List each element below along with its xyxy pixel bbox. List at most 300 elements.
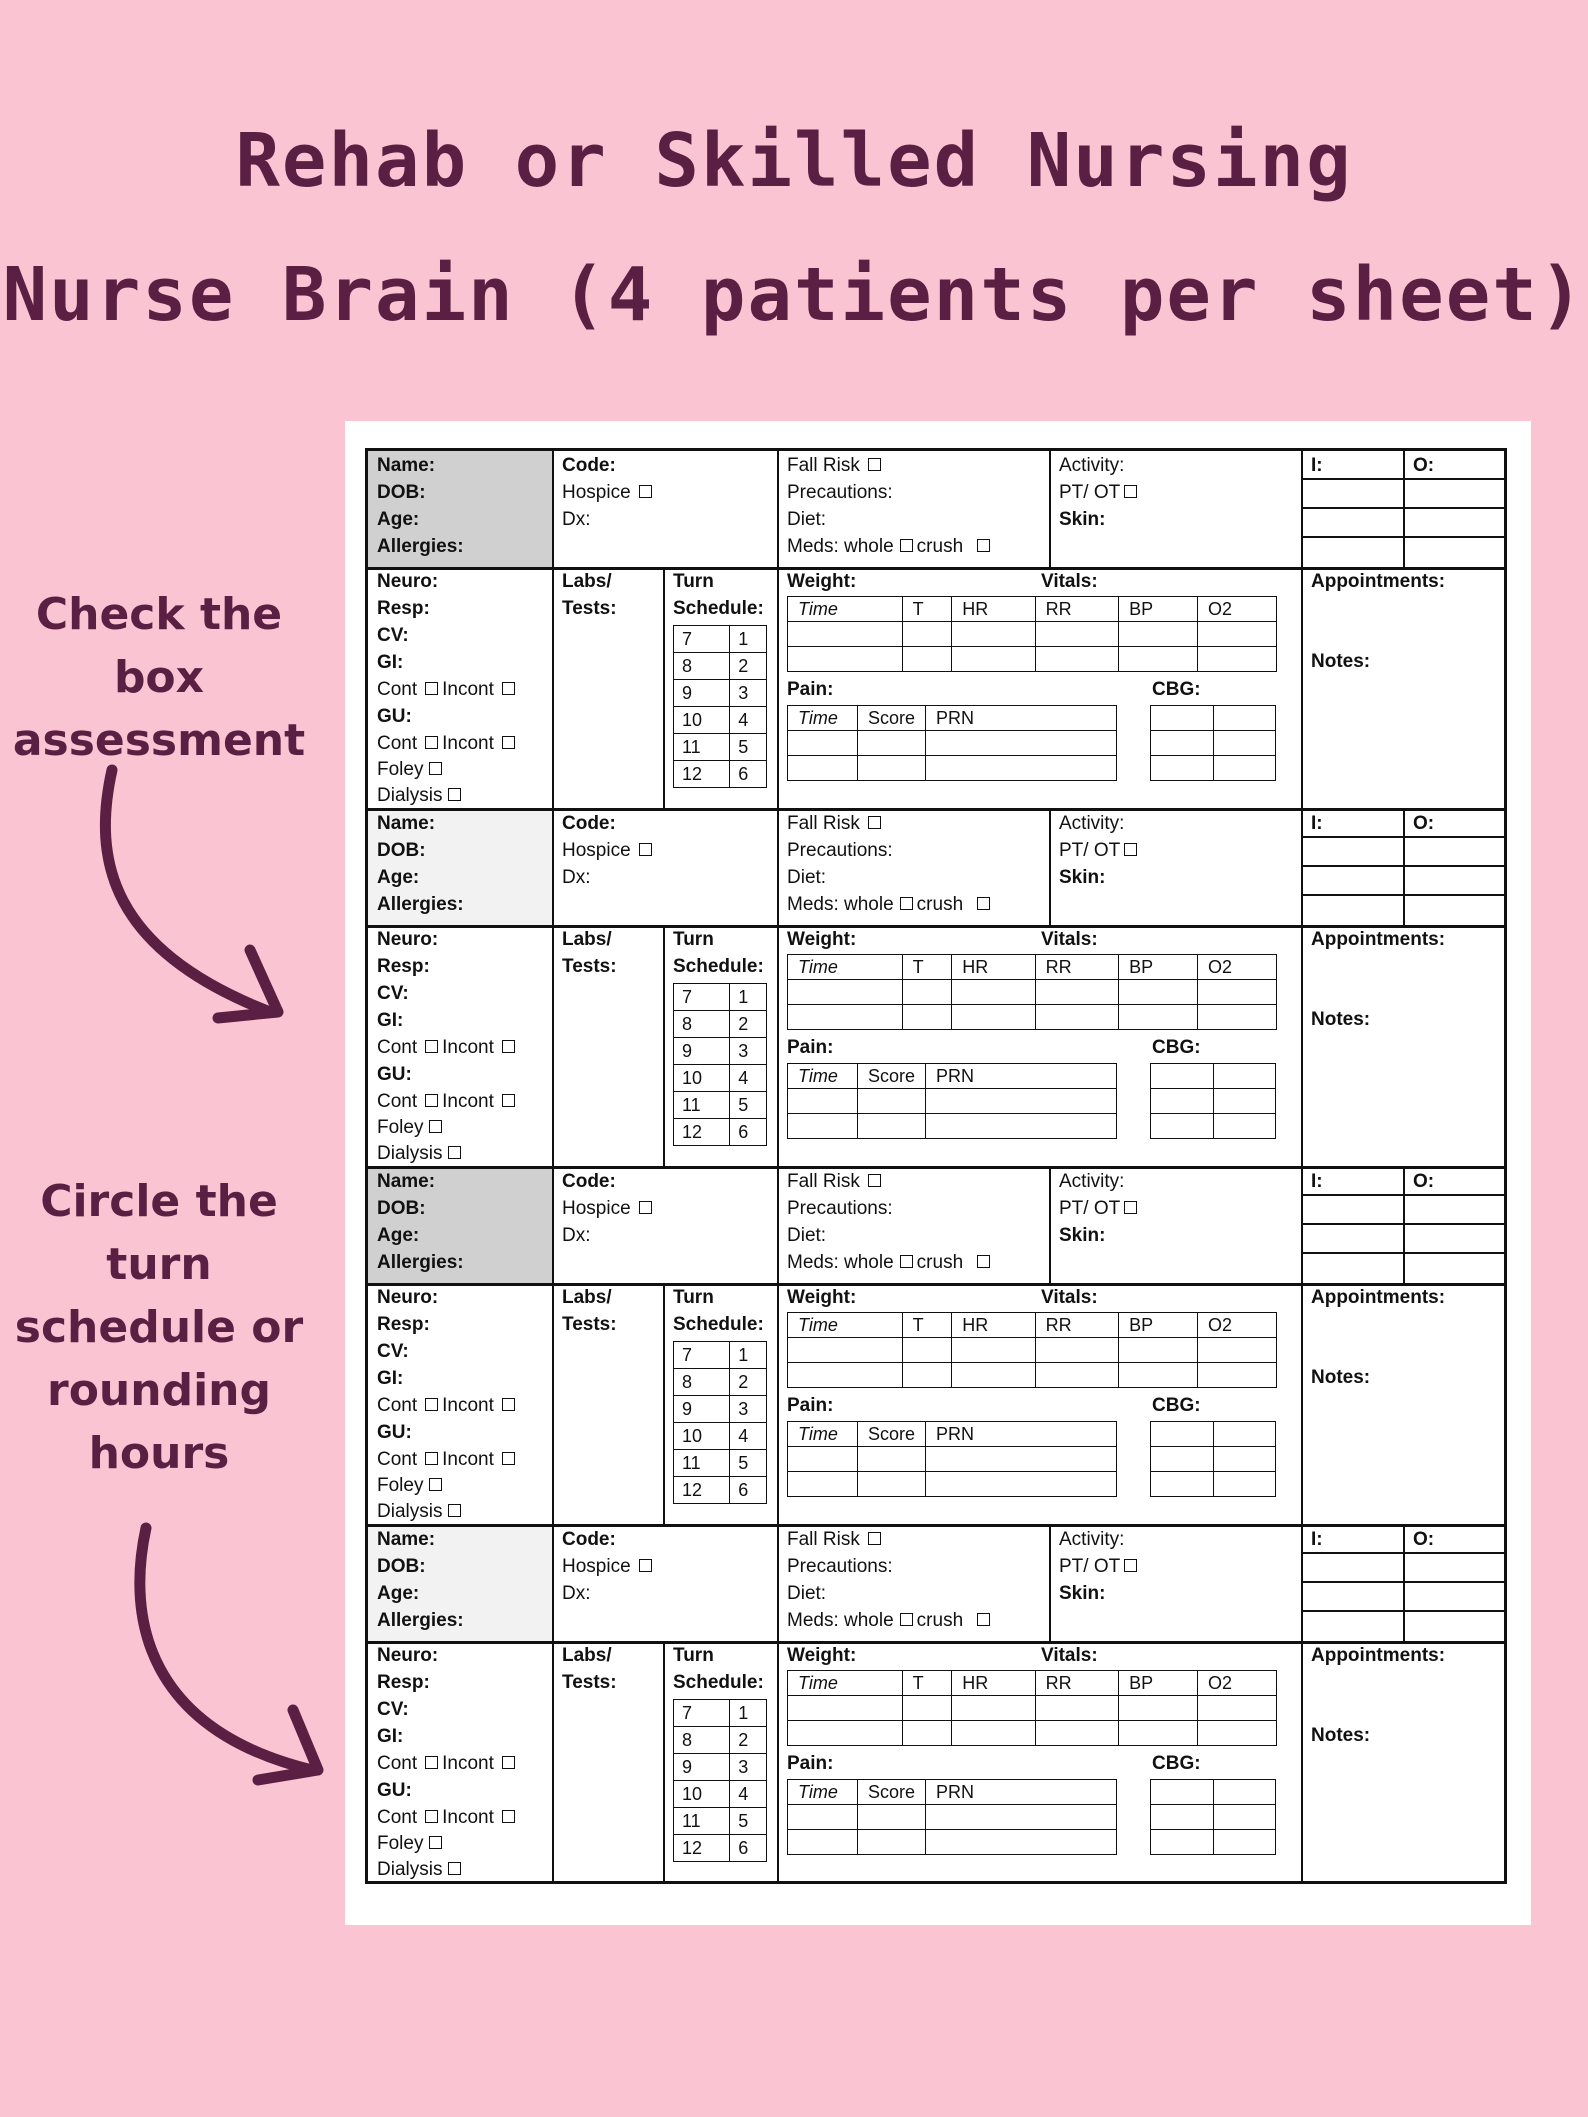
checkbox-icon[interactable] xyxy=(868,458,881,471)
turn-hour-cell[interactable]: 1 xyxy=(730,626,767,653)
checkbox-icon[interactable] xyxy=(429,1478,442,1491)
gi-label: GI: xyxy=(377,652,404,673)
checkbox-icon[interactable] xyxy=(425,1810,438,1823)
pain-entry-cell[interactable] xyxy=(788,1114,858,1139)
vitals-entry-cell[interactable] xyxy=(788,980,903,1005)
vitals-entry-cell[interactable] xyxy=(1198,1363,1277,1388)
turn-hour-cell[interactable]: 2 xyxy=(730,1011,767,1038)
pain-entry-cell[interactable] xyxy=(926,1830,1117,1855)
pain-entry-cell[interactable] xyxy=(788,1447,858,1472)
vitals-entry-cell[interactable] xyxy=(1035,1005,1118,1030)
cbg-entry-cell[interactable] xyxy=(1151,756,1214,781)
turn-hour-cell[interactable]: 5 xyxy=(730,1450,767,1477)
turn-hour-cell[interactable]: 11 xyxy=(674,734,730,761)
vitals-entry-cell[interactable] xyxy=(902,1721,952,1746)
vitals-header-cell: O2 xyxy=(1198,1671,1277,1696)
gu-label: GU: xyxy=(377,706,412,727)
turn-hour-cell[interactable]: 1 xyxy=(730,1700,767,1727)
vitals-entry-cell[interactable] xyxy=(1035,1721,1118,1746)
turn-row xyxy=(674,1781,767,1808)
pain-row xyxy=(788,1805,1117,1830)
cbg-entry-cell[interactable] xyxy=(1151,731,1214,756)
cbg-entry-cell[interactable] xyxy=(1151,1805,1214,1830)
foley-label: Foley xyxy=(377,1833,424,1854)
checkbox-icon[interactable] xyxy=(502,1452,515,1465)
turn-row xyxy=(674,1011,767,1038)
appointments-label: Appointments: xyxy=(1311,929,1446,950)
cbg-row xyxy=(1151,1422,1276,1447)
vitals-entry-cell[interactable] xyxy=(788,1721,903,1746)
cbg-row xyxy=(1151,1064,1276,1089)
checkbox-icon[interactable] xyxy=(429,1836,442,1849)
checkbox-icon[interactable] xyxy=(502,1094,515,1107)
turn-hour-cell[interactable]: 12 xyxy=(674,1835,730,1862)
cbg-entry-cell[interactable] xyxy=(1213,1422,1276,1447)
vitals-entry-cell[interactable] xyxy=(952,1696,1035,1721)
dob-label: DOB: xyxy=(377,482,426,503)
vitals-entry-cell[interactable] xyxy=(902,1696,952,1721)
pain-row xyxy=(788,706,1117,731)
turn-hour-cell[interactable]: 2 xyxy=(730,1727,767,1754)
vitals-entry-cell[interactable] xyxy=(1119,647,1198,672)
cbg-entry-cell[interactable] xyxy=(1213,1447,1276,1472)
cbg-entry-cell[interactable] xyxy=(1151,1089,1214,1114)
turn-row xyxy=(674,707,767,734)
vitals-entry-cell[interactable] xyxy=(1198,647,1277,672)
vitals-header-cell: RR xyxy=(1035,955,1118,980)
checkbox-icon[interactable] xyxy=(502,682,515,695)
meds-whole-label: Meds: whole xyxy=(787,536,894,557)
checkbox-icon[interactable] xyxy=(425,1398,438,1411)
vitals-entry-cell[interactable] xyxy=(902,1005,952,1030)
tests-label: Tests: xyxy=(562,956,617,977)
turn-hour-cell[interactable]: 12 xyxy=(674,1477,730,1504)
dialysis-label: Dialysis xyxy=(377,1501,443,1522)
checkbox-icon[interactable] xyxy=(502,1756,515,1769)
turn-row xyxy=(674,1700,767,1727)
pain-table xyxy=(787,1779,1117,1855)
turn-hour-cell[interactable]: 9 xyxy=(674,680,730,707)
turn-hour-cell[interactable]: 8 xyxy=(674,653,730,680)
vitals-header-cell: O2 xyxy=(1198,597,1277,622)
cbg-entry-cell[interactable] xyxy=(1151,1422,1214,1447)
pain-row xyxy=(788,1064,1117,1089)
vitals-entry-cell[interactable] xyxy=(1119,622,1198,647)
turn-hour-cell[interactable]: 5 xyxy=(730,734,767,761)
checkbox-icon[interactable] xyxy=(425,1452,438,1465)
checkbox-icon[interactable] xyxy=(429,762,442,775)
pain-row xyxy=(788,1422,1117,1447)
checkbox-icon[interactable] xyxy=(900,1255,913,1268)
checkbox-icon[interactable] xyxy=(977,897,990,910)
turn-schedule-table xyxy=(673,983,767,1146)
activity-label: Activity: xyxy=(1059,813,1125,834)
cbg-entry-cell[interactable] xyxy=(1213,1472,1276,1497)
turn-hour-cell[interactable]: 1 xyxy=(730,984,767,1011)
turn-hour-cell[interactable]: 9 xyxy=(674,1396,730,1423)
pain-header-cell: PRN xyxy=(926,1064,1117,1089)
turn-hour-cell[interactable]: 4 xyxy=(730,1065,767,1092)
cont-label: Cont xyxy=(377,1091,418,1112)
gi-continence-field xyxy=(377,1037,519,1059)
pain-entry-cell[interactable] xyxy=(926,1472,1117,1497)
pt-ot-field xyxy=(1059,1556,1141,1578)
vitals-entry-cell[interactable] xyxy=(952,1721,1035,1746)
vitals-entry-cell[interactable] xyxy=(788,647,903,672)
checkbox-icon[interactable] xyxy=(502,1040,515,1053)
cont-label: Cont xyxy=(377,1395,418,1416)
vitals-entry-cell[interactable] xyxy=(1119,980,1198,1005)
turn-hour-cell[interactable]: 4 xyxy=(730,707,767,734)
turn-hour-cell[interactable]: 6 xyxy=(730,1119,767,1146)
vitals-entry-cell[interactable] xyxy=(788,1696,903,1721)
vitals-row xyxy=(788,1313,1277,1338)
pain-header-cell: Score xyxy=(858,1064,926,1089)
weight-label: Weight: xyxy=(787,929,857,950)
dx-label: Dx: xyxy=(562,867,591,888)
pain-entry-cell[interactable] xyxy=(788,1472,858,1497)
resp-label: Resp: xyxy=(377,956,430,977)
cbg-row xyxy=(1151,1447,1276,1472)
vitals-header-cell: BP xyxy=(1119,1671,1198,1696)
turn-hour-cell[interactable]: 5 xyxy=(730,1092,767,1119)
turn-hour-cell[interactable]: 12 xyxy=(674,1119,730,1146)
checkbox-icon[interactable] xyxy=(977,539,990,552)
pain-entry-cell[interactable] xyxy=(858,1472,926,1497)
age-label: Age: xyxy=(377,1583,420,1604)
foley-field xyxy=(377,1117,446,1139)
vitals-entry-cell[interactable] xyxy=(1035,980,1118,1005)
vitals-entry-cell[interactable] xyxy=(902,980,952,1005)
vitals-entry-cell[interactable] xyxy=(1119,1338,1198,1363)
pain-header-cell: Time xyxy=(788,1064,858,1089)
cbg-entry-cell[interactable] xyxy=(1151,1830,1214,1855)
turn-hour-cell[interactable]: 1 xyxy=(730,1342,767,1369)
cbg-entry-cell[interactable] xyxy=(1151,706,1214,731)
cbg-entry-cell[interactable] xyxy=(1213,1114,1276,1139)
vitals-entry-cell[interactable] xyxy=(952,647,1035,672)
turn-hour-cell[interactable]: 6 xyxy=(730,1477,767,1504)
checkbox-icon[interactable] xyxy=(425,682,438,695)
vitals-entry-cell[interactable] xyxy=(1198,1005,1277,1030)
vitals-entry-cell[interactable] xyxy=(952,1338,1035,1363)
pain-entry-cell[interactable] xyxy=(858,1114,926,1139)
labs-label: Labs/ xyxy=(562,1645,612,1666)
vitals-row xyxy=(788,1363,1277,1388)
vitals-entry-cell[interactable] xyxy=(1198,1696,1277,1721)
pain-entry-cell[interactable] xyxy=(926,1805,1117,1830)
cbg-row xyxy=(1151,1805,1276,1830)
vitals-entry-cell[interactable] xyxy=(1035,1363,1118,1388)
pain-entry-cell[interactable] xyxy=(858,1447,926,1472)
turn-hour-cell[interactable]: 3 xyxy=(730,1396,767,1423)
gi-continence-field xyxy=(377,1753,519,1775)
turn-hour-cell[interactable]: 4 xyxy=(730,1423,767,1450)
checkbox-icon[interactable] xyxy=(639,843,652,856)
pain-header-cell: PRN xyxy=(926,1780,1117,1805)
vitals-entry-cell[interactable] xyxy=(788,1005,903,1030)
activity-label: Activity: xyxy=(1059,1171,1125,1192)
gu-continence-field xyxy=(377,733,519,755)
cont-label: Cont xyxy=(377,1449,418,1470)
pain-entry-cell[interactable] xyxy=(788,1830,858,1855)
cbg-entry-cell[interactable] xyxy=(1213,756,1276,781)
pain-entry-cell[interactable] xyxy=(788,731,858,756)
notes-label: Notes: xyxy=(1311,1009,1371,1030)
vitals-entry-cell[interactable] xyxy=(788,622,903,647)
turn-hour-cell[interactable]: 11 xyxy=(674,1092,730,1119)
turn-hour-cell[interactable]: 8 xyxy=(674,1727,730,1754)
cbg-entry-cell[interactable] xyxy=(1151,1472,1214,1497)
checkbox-icon[interactable] xyxy=(1124,485,1137,498)
turn-hour-cell[interactable]: 7 xyxy=(674,1342,730,1369)
pain-entry-cell[interactable] xyxy=(858,756,926,781)
cbg-entry-cell[interactable] xyxy=(1213,706,1276,731)
pain-entry-cell[interactable] xyxy=(858,1805,926,1830)
vitals-entry-cell[interactable] xyxy=(952,622,1035,647)
fall-risk-label: Fall Risk xyxy=(787,1171,860,1192)
pain-table xyxy=(787,1421,1117,1497)
turn-schedule-table xyxy=(673,1699,767,1862)
turn-row xyxy=(674,1342,767,1369)
pain-entry-cell[interactable] xyxy=(788,1805,858,1830)
checkbox-icon[interactable] xyxy=(868,816,881,829)
vitals-entry-cell[interactable] xyxy=(902,1363,952,1388)
cbg-entry-cell[interactable] xyxy=(1213,731,1276,756)
pt-ot-field xyxy=(1059,1198,1141,1220)
turn-hour-cell[interactable]: 3 xyxy=(730,680,767,707)
turn-row xyxy=(674,626,767,653)
dialysis-label: Dialysis xyxy=(377,1143,443,1164)
turn-hour-cell[interactable]: 3 xyxy=(730,1754,767,1781)
checkbox-icon[interactable] xyxy=(448,1504,461,1517)
checkbox-icon[interactable] xyxy=(639,1201,652,1214)
tests-label: Tests: xyxy=(562,1314,617,1335)
pt-ot-label: PT/ OT xyxy=(1059,1556,1121,1577)
turn-hour-cell[interactable]: 2 xyxy=(730,653,767,680)
vitals-entry-cell[interactable] xyxy=(1035,647,1118,672)
vitals-row xyxy=(788,1005,1277,1030)
checkbox-icon[interactable] xyxy=(448,788,461,801)
turn-hour-cell[interactable]: 10 xyxy=(674,1065,730,1092)
cbg-entry-cell[interactable] xyxy=(1213,1805,1276,1830)
resp-label: Resp: xyxy=(377,1314,430,1335)
vitals-entry-cell[interactable] xyxy=(1119,1696,1198,1721)
turn-hour-cell[interactable]: 11 xyxy=(674,1808,730,1835)
hospice-label: Hospice xyxy=(562,840,631,861)
vitals-entry-cell[interactable] xyxy=(788,1363,903,1388)
pain-entry-cell[interactable] xyxy=(858,1830,926,1855)
turn-schedule-table xyxy=(673,1341,767,1504)
curved-arrow-icon xyxy=(105,770,270,1012)
gu-label: GU: xyxy=(377,1064,412,1085)
pain-row xyxy=(788,1830,1117,1855)
pain-entry-cell[interactable] xyxy=(926,1089,1117,1114)
incont-label: Incont xyxy=(442,1753,494,1774)
checkbox-icon[interactable] xyxy=(1124,1201,1137,1214)
cbg-entry-cell[interactable] xyxy=(1151,1064,1214,1089)
vitals-row xyxy=(788,622,1277,647)
checkbox-icon[interactable] xyxy=(425,1094,438,1107)
vitals-entry-cell[interactable] xyxy=(902,622,952,647)
meds-whole-label: Meds: whole xyxy=(787,1610,894,1631)
vitals-entry-cell[interactable] xyxy=(952,980,1035,1005)
patient-id-section xyxy=(368,809,552,925)
cbg-entry-cell[interactable] xyxy=(1151,1114,1214,1139)
cbg-entry-cell[interactable] xyxy=(1151,1780,1214,1805)
vitals-entry-cell[interactable] xyxy=(952,1005,1035,1030)
turn-hour-cell[interactable]: 6 xyxy=(730,1835,767,1862)
pain-entry-cell[interactable] xyxy=(788,756,858,781)
vitals-entry-cell[interactable] xyxy=(1035,1696,1118,1721)
vitals-entry-cell[interactable] xyxy=(788,1338,903,1363)
checkbox-icon[interactable] xyxy=(425,736,438,749)
dialysis-field xyxy=(377,1859,465,1881)
cbg-table xyxy=(1150,1421,1276,1497)
callout-line: assessment xyxy=(12,715,306,766)
fall-risk-label: Fall Risk xyxy=(787,455,860,476)
dx-label: Dx: xyxy=(562,1583,591,1604)
gu-continence-field xyxy=(377,1091,519,1113)
hospice-label: Hospice xyxy=(562,1198,631,1219)
crush-label: crush xyxy=(916,894,964,915)
turn-hour-cell[interactable]: 9 xyxy=(674,1038,730,1065)
turn-hour-cell[interactable]: 2 xyxy=(730,1369,767,1396)
turn-label: Turn xyxy=(673,929,714,950)
pain-entry-cell[interactable] xyxy=(858,1089,926,1114)
turn-hour-cell[interactable]: 11 xyxy=(674,1450,730,1477)
allergies-label: Allergies: xyxy=(377,1610,464,1631)
cbg-entry-cell[interactable] xyxy=(1151,1447,1214,1472)
turn-hour-cell[interactable]: 3 xyxy=(730,1038,767,1065)
weight-label: Weight: xyxy=(787,1645,857,1666)
checkbox-icon[interactable] xyxy=(448,1862,461,1875)
checkbox-icon[interactable] xyxy=(868,1174,881,1187)
vitals-entry-cell[interactable] xyxy=(1119,1721,1198,1746)
cbg-label: CBG: xyxy=(1152,1753,1201,1774)
turn-hour-cell[interactable]: 5 xyxy=(730,1808,767,1835)
output-label: O: xyxy=(1413,813,1435,834)
checkbox-icon[interactable] xyxy=(1124,843,1137,856)
checkbox-icon[interactable] xyxy=(900,897,913,910)
vitals-header-cell: RR xyxy=(1035,1313,1118,1338)
incont-label: Incont xyxy=(442,679,494,700)
appointments-label: Appointments: xyxy=(1311,571,1446,592)
turn-hour-cell[interactable]: 10 xyxy=(674,707,730,734)
turn-hour-cell[interactable]: 8 xyxy=(674,1369,730,1396)
turn-hour-cell[interactable]: 9 xyxy=(674,1754,730,1781)
vitals-entry-cell[interactable] xyxy=(1119,1363,1198,1388)
checkbox-icon[interactable] xyxy=(639,485,652,498)
vitals-header-cell: HR xyxy=(952,597,1035,622)
cont-label: Cont xyxy=(377,679,418,700)
turn-hour-cell[interactable]: 7 xyxy=(674,984,730,1011)
cbg-entry-cell[interactable] xyxy=(1213,1064,1276,1089)
cbg-entry-cell[interactable] xyxy=(1213,1089,1276,1114)
meds-field xyxy=(787,1610,994,1632)
turn-hour-cell[interactable]: 7 xyxy=(674,626,730,653)
checkbox-icon[interactable] xyxy=(502,1810,515,1823)
vitals-entry-cell[interactable] xyxy=(1119,1005,1198,1030)
neuro-label: Neuro: xyxy=(377,1645,439,1666)
precautions-label: Precautions: xyxy=(787,482,893,503)
turn-hour-cell[interactable]: 12 xyxy=(674,761,730,788)
foley-field xyxy=(377,1833,446,1855)
checkbox-icon[interactable] xyxy=(977,1613,990,1626)
checkbox-icon[interactable] xyxy=(502,736,515,749)
pain-entry-cell[interactable] xyxy=(926,1114,1117,1139)
vitals-header-cell: Time xyxy=(788,1671,903,1696)
vitals-header-cell: T xyxy=(902,1671,952,1696)
vitals-row xyxy=(788,1671,1277,1696)
dialysis-label: Dialysis xyxy=(377,785,443,806)
turn-hour-cell[interactable]: 10 xyxy=(674,1781,730,1808)
vitals-entry-cell[interactable] xyxy=(952,1363,1035,1388)
cbg-entry-cell[interactable] xyxy=(1213,1830,1276,1855)
vitals-entry-cell[interactable] xyxy=(1198,622,1277,647)
checkbox-icon[interactable] xyxy=(639,1559,652,1572)
pain-entry-cell[interactable] xyxy=(788,1089,858,1114)
checkbox-icon[interactable] xyxy=(1124,1559,1137,1572)
cbg-entry-cell[interactable] xyxy=(1213,1780,1276,1805)
vitals-entry-cell[interactable] xyxy=(902,1338,952,1363)
vitals-header-cell: RR xyxy=(1035,1671,1118,1696)
turn-hour-cell[interactable]: 8 xyxy=(674,1011,730,1038)
vitals-entry-cell[interactable] xyxy=(1198,1338,1277,1363)
vitals-table xyxy=(787,1312,1277,1388)
weight-label: Weight: xyxy=(787,1287,857,1308)
vitals-entry-cell[interactable] xyxy=(1198,1721,1277,1746)
appointments-label: Appointments: xyxy=(1311,1645,1446,1666)
turn-schedule-table xyxy=(673,625,767,788)
pain-entry-cell[interactable] xyxy=(926,1447,1117,1472)
pain-entry-cell[interactable] xyxy=(858,731,926,756)
checkbox-icon[interactable] xyxy=(977,1255,990,1268)
vitals-header-cell: T xyxy=(902,1313,952,1338)
pain-entry-cell[interactable] xyxy=(926,731,1117,756)
name-label: Name: xyxy=(377,1529,436,1550)
cv-label: CV: xyxy=(377,983,409,1004)
checkbox-icon[interactable] xyxy=(900,539,913,552)
vitals-row xyxy=(788,1696,1277,1721)
vitals-entry-cell[interactable] xyxy=(902,647,952,672)
pain-row xyxy=(788,1114,1117,1139)
vitals-entry-cell[interactable] xyxy=(1035,622,1118,647)
turn-hour-cell[interactable]: 10 xyxy=(674,1423,730,1450)
checkbox-icon[interactable] xyxy=(502,1398,515,1411)
turn-hour-cell[interactable]: 7 xyxy=(674,1700,730,1727)
turn-hour-cell[interactable]: 4 xyxy=(730,1781,767,1808)
checkbox-icon[interactable] xyxy=(900,1613,913,1626)
foley-label: Foley xyxy=(377,759,424,780)
checkbox-icon[interactable] xyxy=(448,1146,461,1159)
checkbox-icon[interactable] xyxy=(868,1532,881,1545)
cbg-row xyxy=(1151,756,1276,781)
incont-label: Incont xyxy=(442,1091,494,1112)
checkbox-icon[interactable] xyxy=(425,1756,438,1769)
vitals-entry-cell[interactable] xyxy=(1035,1338,1118,1363)
schedule-label: Schedule: xyxy=(673,1314,764,1335)
checkbox-icon[interactable] xyxy=(429,1120,442,1133)
precautions-label: Precautions: xyxy=(787,840,893,861)
labs-label: Labs/ xyxy=(562,1287,612,1308)
turn-hour-cell[interactable]: 6 xyxy=(730,761,767,788)
pain-entry-cell[interactable] xyxy=(926,756,1117,781)
vitals-entry-cell[interactable] xyxy=(1198,980,1277,1005)
cbg-table xyxy=(1150,1779,1276,1855)
checkbox-icon[interactable] xyxy=(425,1040,438,1053)
intake-label: I: xyxy=(1311,1171,1323,1192)
